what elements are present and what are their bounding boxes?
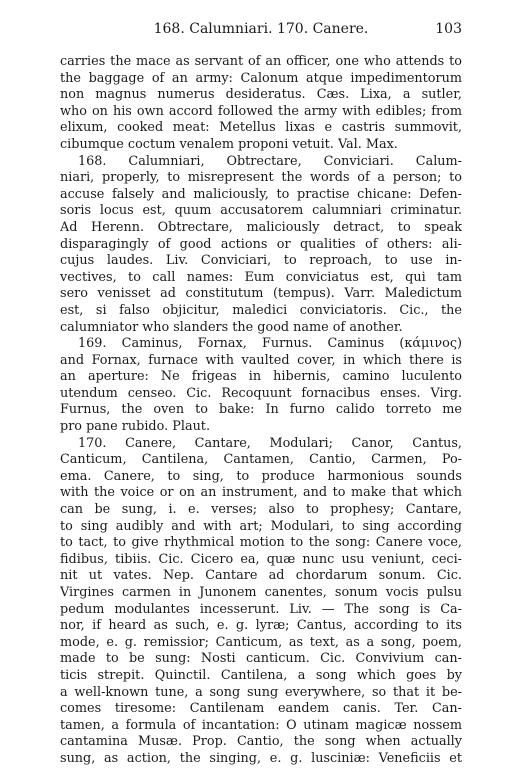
text-line: the baggage of an army: Calonum atque impedimentorum: [60, 70, 462, 86]
text-line: soris locus est, quum accusatorem calumniari criminatur.: [60, 203, 462, 219]
text-line: to sing audibly and with art; Modulari, to sing according: [60, 518, 462, 534]
text-line: non magnus numerus desideratus. Cæs. Lixa, a sutler,: [60, 87, 462, 103]
text-line: niari, properly, to misrepresent the words of a person; to: [60, 170, 462, 186]
text-line: comes tiresome: Cantilenam eandem canis. Ter. Can-: [60, 701, 462, 717]
text-line: nor, if heard as such, e. g. lyræ; Cantus, according to its: [60, 618, 462, 634]
text-line: who on his own accord followed the army with edibles; from: [60, 103, 462, 119]
text-line: pedum modulantes incesserunt. Liv. — The song is Ca-: [60, 601, 462, 617]
text-line: carries the mace as servant of an officer, one who attends to: [60, 54, 462, 69]
text-line: cantamina Musæ. Prop. Cantio, the song when actually: [60, 734, 462, 750]
text-line: pro pane rubido. Plaut.: [60, 419, 211, 435]
entry-heading-line: 170. Canere, Cantare, Modulari; Canor, Cantus,: [78, 435, 462, 451]
entry-heading-line: 169. Caminus, Fornax, Furnus. Caminus (κάμινος): [78, 336, 462, 352]
text-line: elixum, cooked meat: Metellus lixas e castris summovit,: [60, 120, 462, 136]
text-line: tamen, a formula of incantation: O utinam magicæ nossem: [60, 717, 462, 733]
text-line: vectives, to call names: Eum conviciatus est, qui tam: [60, 269, 462, 285]
page-body: [60, 54, 462, 768]
text-line: can be sung, i. e. verses; also to prophesy; Cantare,: [60, 502, 462, 518]
text-line: a well-known tune, a song sung everywhere, so that it be-: [60, 684, 462, 700]
text-line: made to be sung: Nosti canticum. Cic. Convivium can-: [60, 651, 462, 667]
text-line: accuse falsely and maliciously, to practise chicane: Defen-: [60, 186, 462, 202]
running-title: 168. Calumniari. 170. Canere.: [153, 21, 369, 37]
text-line: and Fornax, furnace with vaulted cover, in which there is: [60, 352, 462, 368]
text-line: disparagingly of good actions or qualities of others: ali-: [60, 236, 462, 252]
text-line: calumniator who slanders the good name of another.: [60, 319, 403, 335]
page-header: [60, 20, 462, 38]
text-line: Virgines carmen in Junonem canentes, sonum vocis pulsu: [60, 585, 462, 600]
text-line: cujus laudes. Liv. Conviciari, to reproach, to use in-: [60, 253, 462, 269]
text-line: ticis strepit. Quinctil. Cantilena, a song which goes by: [60, 667, 462, 683]
text-line: Canticum, Cantilena, Cantamen, Cantio, Carmen, Po-: [60, 452, 462, 468]
text-line: nit ut vates. Nep. Cantare ad chordarum sonum. Cic.: [60, 568, 462, 584]
text-line: with the voice or on an instrument, and to make that which: [60, 485, 462, 501]
text-line: Ad Herenn. Obtrectare, maliciously detract, to speak: [60, 219, 462, 235]
text-line: Furnus, the oven to bake: In furno calido torreto me: [60, 402, 462, 418]
page-number: 103: [435, 21, 462, 37]
text-line: utendum censeo. Cic. Recoquunt fornacibus enses. Virg.: [60, 385, 462, 401]
entry-heading-line: 168. Calumniari, Obtrectare, Conviciari. Calum-: [78, 153, 462, 169]
text-line: cibumque coctum venalem proponi vetuit. Val. Max.: [60, 136, 398, 152]
text-line: mode, e. g. remissior; Canticum, as text, as a song, poem,: [60, 634, 462, 650]
text-line: sung, as action, the singing, e. g. lusciniæ: Veneficiis et: [60, 750, 462, 766]
text-line: an aperture: Ne frigeas in hibernis, camino luculento: [60, 369, 462, 385]
text-line: ema. Canere, to sing, to produce harmonious sounds: [60, 468, 462, 484]
text-line: est, si falso objicitur, maledici conviciatoris. Cic., the: [60, 302, 462, 318]
text-line: to tact, to give rhythmical motion to the song: Canere voce,: [60, 535, 462, 551]
text-line: fidibus, tibiis. Cic. Cicero ea, quæ nunc usu veniunt, ceci-: [60, 551, 462, 567]
text-line: sero venisset ad constitutum (tempus). Varr. Maledictum: [60, 286, 462, 302]
